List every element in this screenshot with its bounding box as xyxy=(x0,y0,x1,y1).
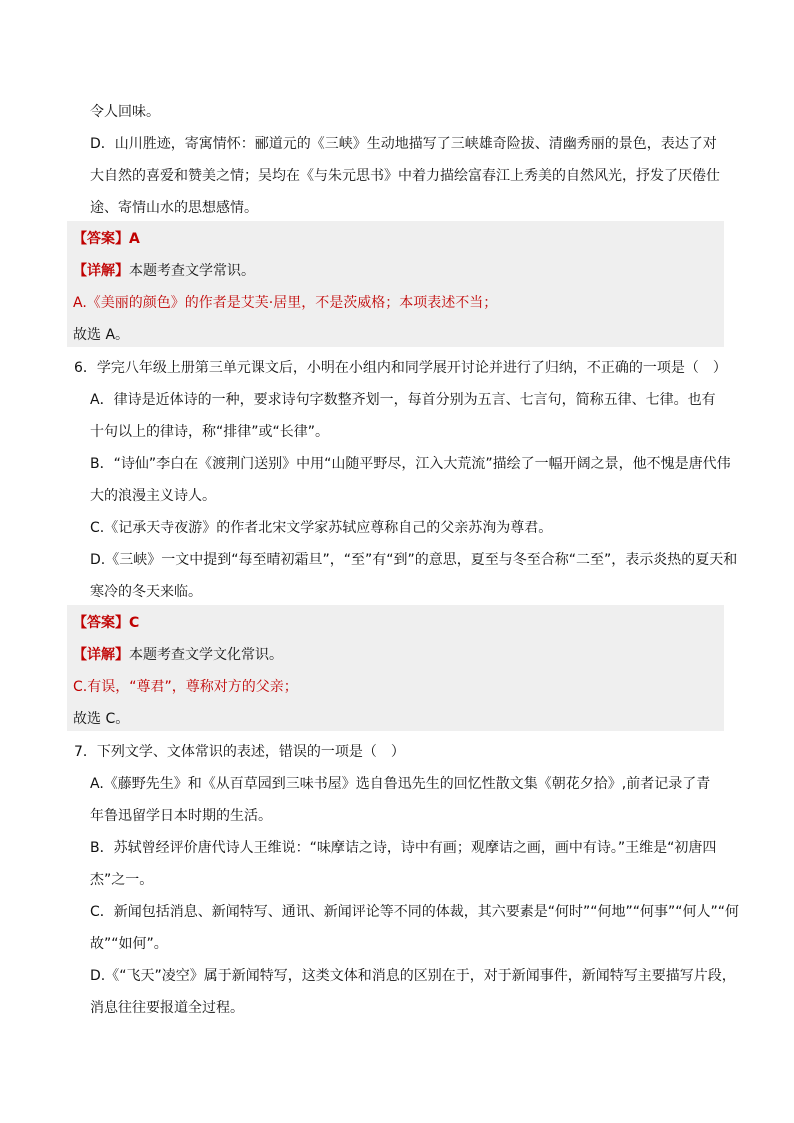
q5-option-d-line1: D．山川胜迹，寄寓情怀：郦道元的《三峡》生动地描写了三峡雄奇险拔、清幽秀丽的景色，表达了对 xyxy=(90,136,717,152)
q6-option-d-line1: D.《三峡》一文中提到“每至晴初霜旦”，“至”有“到”的意思，夏至与冬至合称“二至”，表示炎热的夏天和 xyxy=(90,552,738,568)
q7-option-a-line2: 年鲁迅留学日本时期的生活。 xyxy=(90,808,272,824)
answer-tag: 【答案】 xyxy=(73,231,129,247)
detail-text: 本题考查文学文化常识。 xyxy=(129,647,283,663)
q5-choose: 故选 A。 xyxy=(73,327,130,343)
q5-explanation: A.《美丽的颜色》的作者是艾芙·居里，不是茨威格；本项表述不当； xyxy=(73,295,498,311)
q7-option-d-line2: 消息往往要报道全过程。 xyxy=(90,1000,244,1016)
q7-stem: 7．下列文学、文体常识的表述，错误的一项是（ ） xyxy=(74,744,405,760)
q6-option-a-line2: 十句以上的律诗，称“排律”或“长律”。 xyxy=(90,424,330,440)
q7-option-b-line1: B．苏轼曾经评价唐代诗人王维说：“味摩诘之诗，诗中有画；观摩诘之画，画中有诗。”王维是“初唐四 xyxy=(90,840,717,856)
q5-text-tail: 令人回味。 xyxy=(90,104,160,120)
q5-option-d-line2: 大自然的喜爱和赞美之情；吴均在《与朱元思书》中着力描绘富春江上秀美的自然风光，抒发了厌倦仕 xyxy=(90,168,720,184)
q7-option-b-line2: 杰”之一。 xyxy=(90,872,154,888)
q6-option-d-line2: 寒冷的冬天来临。 xyxy=(90,584,202,600)
detail-tag: 【详解】 xyxy=(73,263,129,279)
answer-value: C xyxy=(129,615,140,631)
q6-option-b-line2: 大的浪漫主义诗人。 xyxy=(90,488,216,504)
q6-stem: 6．学完八年级上册第三单元课文后，小明在小组内和同学展开讨论并进行了归纳，不正确的一项是（ ） xyxy=(74,360,727,376)
q6-option-c: C.《记承天寺夜游》的作者北宋文学家苏轼应尊称自己的父亲苏洵为尊君。 xyxy=(90,520,553,536)
q5-option-d-line3: 途、寄情山水的思想感情。 xyxy=(90,200,258,216)
q6-choose: 故选 C。 xyxy=(73,711,130,727)
q7-option-a-line1: A.《藤野先生》和《从百草园到三味书屋》选自鲁迅先生的回忆性散文集《朝花夕拾》,前者记录了青 xyxy=(90,776,711,792)
q5-answer xyxy=(67,231,724,247)
q6-option-b-line1: B．“诗仙”李白在《渡荆门送别》中用“山随平野尽，江入大荒流”描绘了一幅开阔之景，他不愧是唐代伟 xyxy=(90,456,731,472)
detail-text: 本题考查文学常识。 xyxy=(129,263,255,279)
answer-value: A xyxy=(129,231,140,247)
q6-answer xyxy=(67,615,724,631)
detail-tag: 【详解】 xyxy=(73,647,129,663)
q5-answer-box xyxy=(67,221,724,347)
q7-option-c-line2: 故”“如何”。 xyxy=(90,936,168,952)
q6-explanation: C.有误，“尊君”，尊称对方的父亲； xyxy=(73,679,298,695)
q6-detail xyxy=(67,647,724,663)
q7-option-c-line1: C．新闻包括消息、新闻特写、通讯、新闻评论等不同的体裁，其六要素是“何时”“何地”“何事”“何人”“何 xyxy=(90,904,740,920)
q7-option-d-line1: D.《“飞天”凌空》属于新闻特写，这类文体和消息的区别在于，对于新闻事件，新闻特写主要描写片段， xyxy=(90,968,736,984)
q5-detail xyxy=(67,263,724,279)
answer-tag: 【答案】 xyxy=(73,615,129,631)
q6-answer-box xyxy=(67,605,724,731)
q6-option-a-line1: A．律诗是近体诗的一种，要求诗句字数整齐划一，每首分别为五言、七言句，简称五律、七律。也有 xyxy=(90,392,716,408)
